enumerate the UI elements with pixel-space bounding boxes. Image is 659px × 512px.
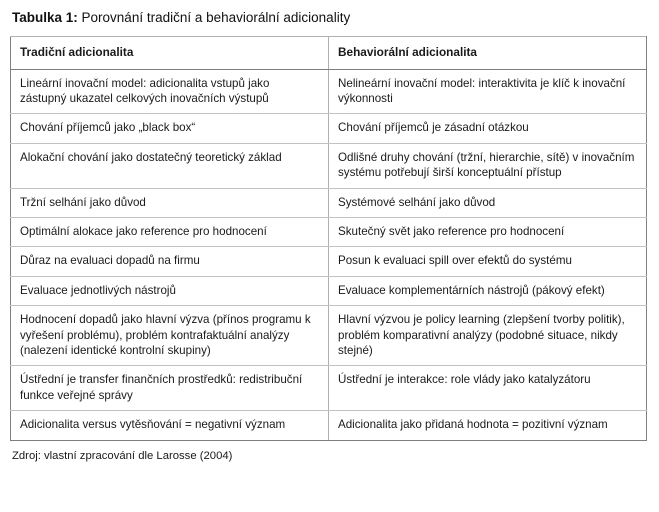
cell-behavioral: Chování příjemců je zásadní otázkou — [329, 114, 647, 143]
cell-behavioral: Systémové selhání jako důvod — [329, 188, 647, 217]
table-body — [11, 69, 647, 440]
cell-traditional: Evaluace jednotlivých nástrojů — [11, 276, 329, 305]
table-caption — [12, 10, 649, 27]
table-row — [11, 247, 647, 276]
table-row — [11, 114, 647, 143]
table-source-note: Zdroj: vlastní zpracování dle Larosse (2004) — [12, 449, 233, 462]
cell-behavioral: Ústřední je interakce: role vlády jako katalyzátoru — [329, 366, 647, 411]
table-row — [11, 306, 647, 366]
cell-behavioral: Nelineární inovační model: interaktivita je klíč k inovační výkonnosti — [329, 69, 647, 114]
cell-behavioral: Hlavní výzvou je policy learning (zlepšení tvorby politik), problém komparativní analýzy (podobné situace, nikdy stejné) — [329, 306, 647, 366]
cell-behavioral: Evaluace komplementárních nástrojů (pákový efekt) — [329, 276, 647, 305]
cell-traditional: Důraz na evaluaci dopadů na firmu — [11, 247, 329, 276]
table-header — [11, 36, 647, 69]
table-row — [11, 276, 647, 305]
table-row — [11, 143, 647, 188]
cell-behavioral: Skutečný svět jako reference pro hodnocení — [329, 218, 647, 247]
table-row — [11, 188, 647, 217]
column-header-traditional: Tradiční adicionalita — [11, 36, 329, 69]
cell-behavioral: Posun k evaluaci spill over efektů do systému — [329, 247, 647, 276]
comparison-table — [10, 36, 647, 441]
cell-traditional: Ústřední je transfer finančních prostředků: redistribuční funkce veřejné správy — [11, 366, 329, 411]
table-row — [11, 366, 647, 411]
cell-traditional: Alokační chování jako dostatečný teoretický základ — [11, 143, 329, 188]
cell-behavioral: Adicionalita jako přidaná hodnota = pozitivní význam — [329, 411, 647, 440]
cell-traditional: Tržní selhání jako důvod — [11, 188, 329, 217]
cell-traditional: Chování příjemců jako „black box“ — [11, 114, 329, 143]
cell-traditional: Adicionalita versus vytěsňování = negativní význam — [11, 411, 329, 440]
cell-traditional: Lineární inovační model: adicionalita vstupů jako zástupný ukazatel celkových inovačních výstupů — [11, 69, 329, 114]
table-caption-text: Porovnání tradiční a behaviorální adicionality — [77, 10, 351, 25]
column-header-behavioral: Behaviorální adicionalita — [329, 36, 647, 69]
cell-traditional: Optimální alokace jako reference pro hodnocení — [11, 218, 329, 247]
table-caption-label: Tabulka 1: — [12, 10, 78, 25]
table-header-row — [11, 36, 647, 69]
table-row — [11, 411, 647, 440]
table-row — [11, 218, 647, 247]
table-row — [11, 69, 647, 114]
cell-behavioral: Odlišné druhy chování (tržní, hierarchie, sítě) v inovačním systému potřebují širší konceptuální přístup — [329, 143, 647, 188]
cell-traditional: Hodnocení dopadů jako hlavní výzva (přínos programu k vyřešení problému), problém kontrafaktuální analýzy (nalezení identické kontrolní skupiny) — [11, 306, 329, 366]
